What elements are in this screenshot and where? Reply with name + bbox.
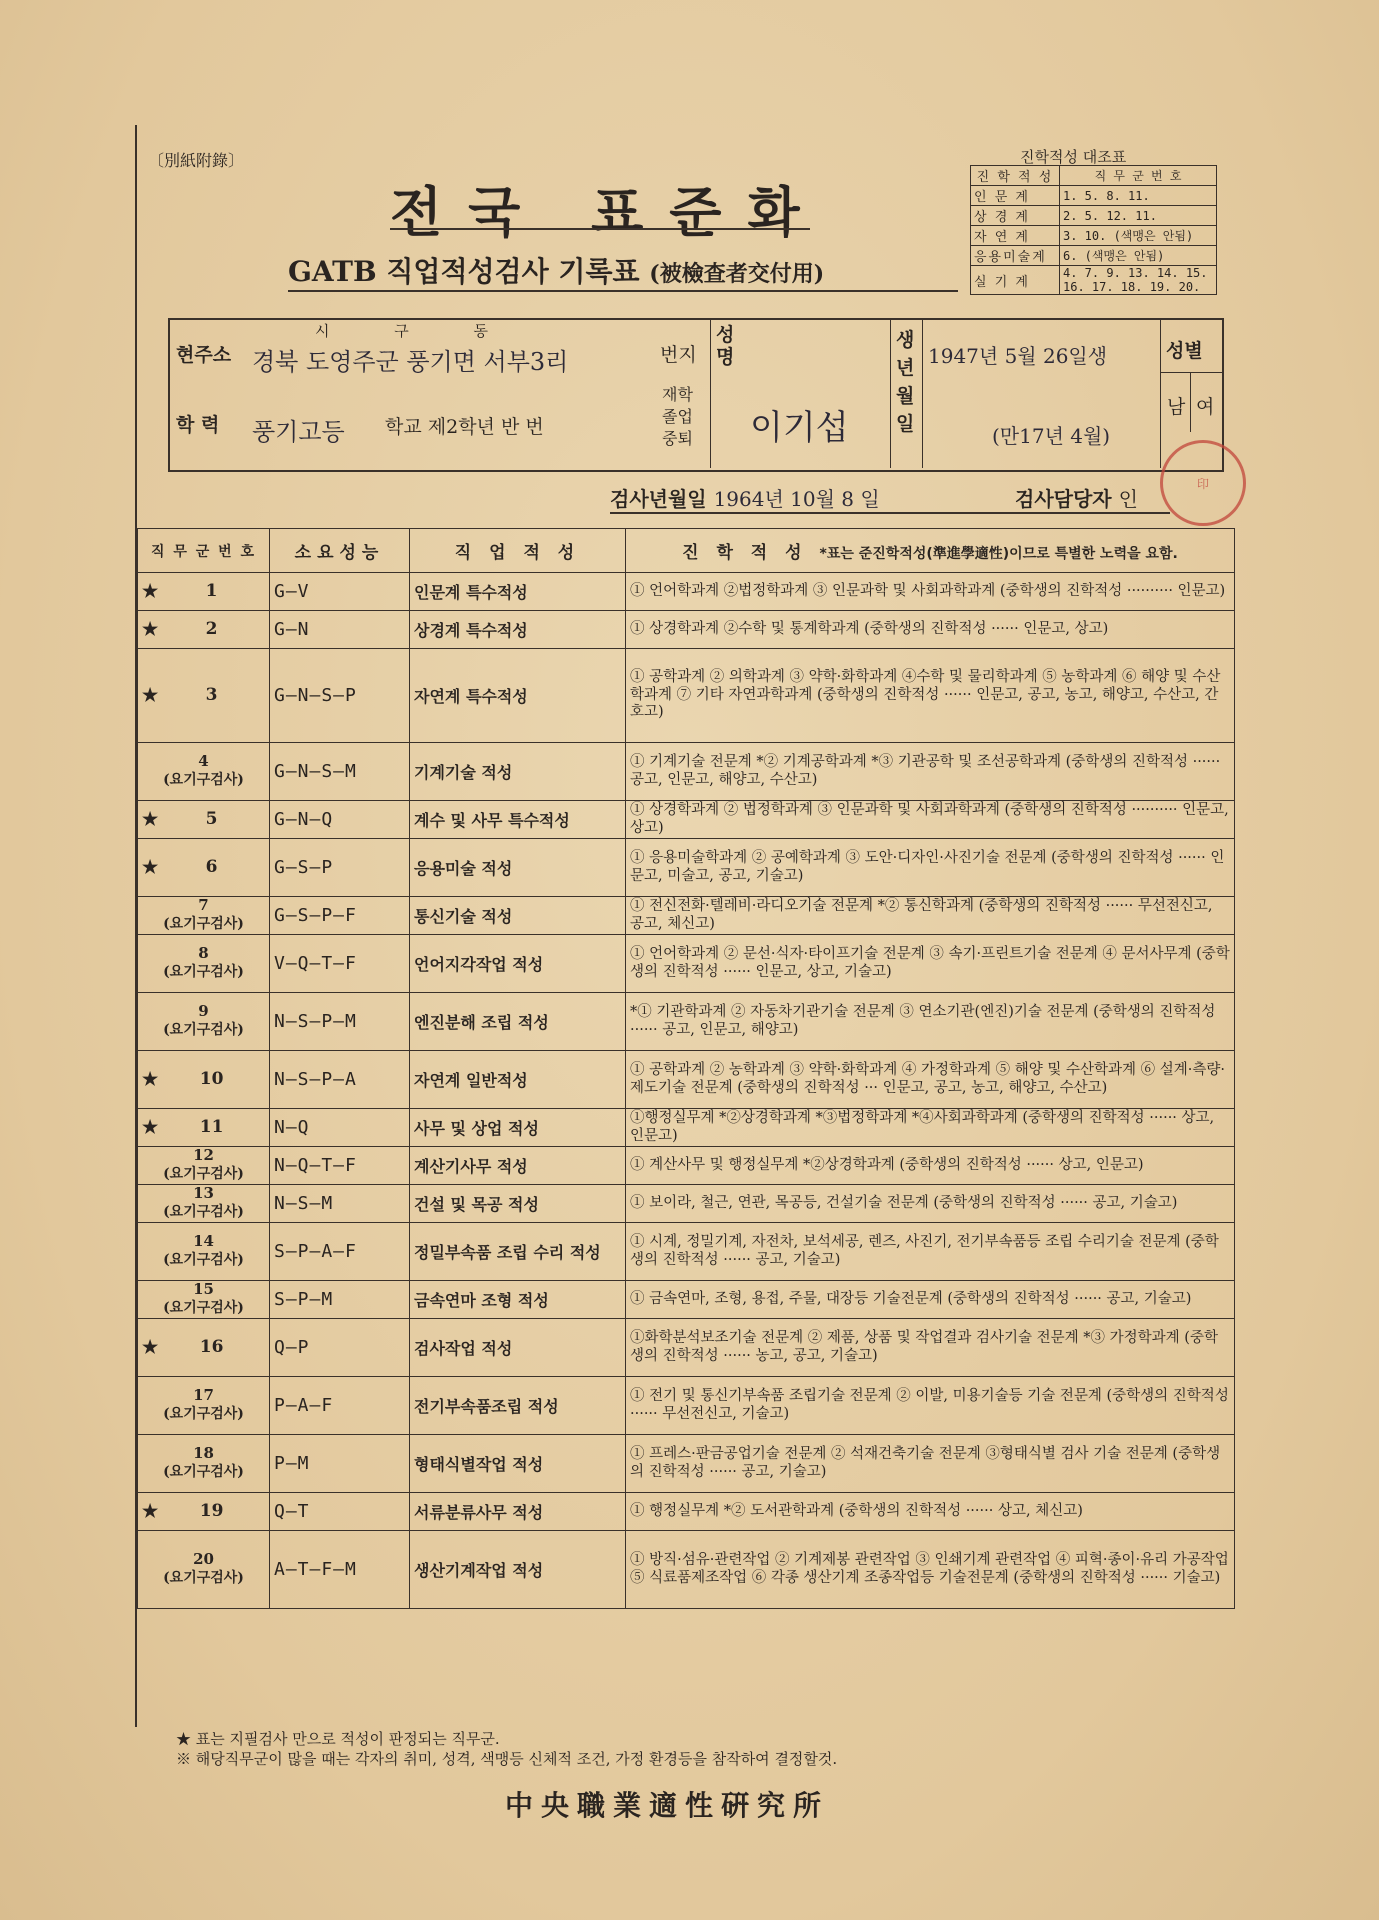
required-abilities: G—S—P—F	[270, 897, 410, 935]
education-aptitude: ① 전기 및 통신기부속품 조립기술 전문계 ② 이발, 미용기술등 기술 전문계 (중학생의 진학적성 ······ 무선전신고, 기술고)	[626, 1377, 1235, 1435]
job-aptitude: 사무 및 상업 적성	[410, 1109, 626, 1147]
required-abilities: G—S—P	[270, 839, 410, 897]
table-row	[138, 649, 1235, 743]
job-group-number	[138, 1051, 270, 1109]
job-number: 3	[205, 685, 218, 705]
job-number: 8	[198, 944, 209, 962]
table-header-row	[138, 529, 1235, 573]
title-underline	[390, 228, 810, 230]
job-aptitude: 서류분류사무 적성	[410, 1493, 626, 1531]
conversion-table	[970, 165, 1217, 295]
star-icon: ★	[142, 619, 159, 640]
requires-equipment-label: (요기구검사)	[163, 1022, 244, 1038]
examiner-label: 검사담당자	[1015, 487, 1112, 511]
job-number: 1	[205, 581, 218, 601]
job-group-number	[138, 743, 270, 801]
required-abilities: G—N—S—P	[270, 649, 410, 743]
status-option: 재학	[662, 385, 693, 404]
subtitle-underline	[288, 290, 958, 292]
required-abilities: G—V	[270, 573, 410, 611]
table-row	[138, 935, 1235, 993]
birth-value: 1947년 5월 26일생	[928, 344, 1108, 368]
conversion-row	[971, 226, 1217, 246]
table-row	[138, 1531, 1235, 1609]
required-abilities: G—N—Q	[270, 801, 410, 839]
job-group-number	[138, 935, 270, 993]
job-group-number	[138, 1493, 270, 1531]
job-number: 18	[193, 1444, 214, 1462]
table-row	[138, 1435, 1235, 1493]
job-number: 17	[193, 1386, 214, 1404]
education-aptitude: ① 방직·섬유·관련작업 ② 기계제봉 관련작업 ③ 인쇄기계 관련작업 ④ 피혁·종이·유리 가공작업 ⑤ 식료품제조작업 ⑥ 각종 생산기계 조종작업등 기술전문계 (중학생의 진학적성 ······ 기술고)	[626, 1531, 1235, 1609]
test-date-value: 1964년 10월 8 일	[713, 487, 880, 511]
sex-option-female: 여	[1196, 396, 1215, 418]
conversion-codes: 2. 5. 12. 11.	[1060, 206, 1217, 226]
conversion-codes: 3. 10. (색맹은 안됨)	[1060, 226, 1217, 246]
divider	[890, 320, 891, 468]
job-group-number	[138, 1377, 270, 1435]
job-aptitude: 엔진분해 조립 적성	[410, 993, 626, 1051]
job-aptitude: 전기부속품조립 적성	[410, 1377, 626, 1435]
required-abilities: G—N—S—M	[270, 743, 410, 801]
lot-label: 번지	[660, 344, 697, 366]
job-aptitude: 상경계 특수적성	[410, 611, 626, 649]
education-aptitude: ① 행정실무계 *② 도서관학과계 (중학생의 진학적성 ······ 상고, 체신고)	[626, 1493, 1235, 1531]
conversion-header-group: 진 학 적 성	[971, 166, 1060, 186]
aptitude-table	[137, 528, 1235, 1609]
sex-option-male: 남	[1167, 396, 1186, 418]
requires-equipment-label: (요기구검사)	[163, 772, 244, 788]
required-abilities: V—Q—T—F	[270, 935, 410, 993]
job-aptitude: 계산기사무 적성	[410, 1147, 626, 1185]
requires-equipment-label: (요기구검사)	[163, 1252, 244, 1268]
conversion-header-row	[971, 166, 1217, 186]
job-aptitude: 검사작업 적성	[410, 1319, 626, 1377]
job-number: 7	[198, 896, 209, 914]
subtitle-note: (被檢查者交付用)	[649, 261, 825, 287]
subtitle-text: GATB 직업적성검사 기록표	[288, 255, 640, 288]
school-value: 풍기고등	[252, 418, 345, 446]
job-group-number	[138, 897, 270, 935]
conversion-codes: 1. 5. 8. 11.	[1060, 186, 1217, 206]
required-abilities: Q—T	[270, 1493, 410, 1531]
job-number: 4	[198, 752, 209, 770]
job-number: 5	[205, 809, 218, 829]
header-job-no: 직 무 군 번 호	[138, 529, 270, 573]
required-abilities: S—P—M	[270, 1281, 410, 1319]
star-icon: ★	[142, 857, 159, 878]
star-icon: ★	[142, 1501, 159, 1522]
header-edu-aptitude-text: 진 학 적 성	[682, 543, 808, 563]
conversion-table-title: 진학적성 대조표	[1020, 148, 1127, 166]
red-seal-stamp: 印	[1160, 440, 1246, 526]
header-edu-aptitude	[626, 529, 1235, 573]
star-icon: ★	[142, 685, 159, 706]
birth-label: 생년월일	[896, 329, 915, 435]
conversion-group: 자 연 계	[971, 226, 1060, 246]
examiner	[1015, 483, 1138, 512]
education-aptitude: ① 언어학과계 ②법정학과계 ③ 인문과학 및 사회과학과계 (중학생의 진학적성 ·········· 인문고)	[626, 573, 1235, 611]
job-group-number	[138, 1435, 270, 1493]
job-group-number	[138, 1223, 270, 1281]
job-number: 19	[199, 1501, 224, 1521]
required-abilities: N—Q	[270, 1109, 410, 1147]
divider	[1160, 320, 1161, 468]
job-group-number	[138, 611, 270, 649]
age-value: (만17년 4월)	[992, 424, 1111, 448]
star-icon: ★	[142, 581, 159, 602]
job-group-number	[138, 1319, 270, 1377]
divider	[922, 320, 923, 468]
education-aptitude: ① 금속연마, 조형, 용접, 주물, 대장등 기술전문계 (중학생의 진학적성 ······ 공고, 기술고)	[626, 1281, 1235, 1319]
job-number: 10	[199, 1069, 224, 1089]
education-aptitude: ① 상경학과계 ② 법정학과계 ③ 인문과학 및 사회과학과계 (중학생의 진학적성 ·········· 인문고, 상고)	[626, 801, 1235, 839]
education-aptitude: ①화학분석보조기술 전문계 ② 제품, 상품 및 작업결과 검사기술 전문계 *③ 가정학과계 (중학생의 진학적성 ······ 농고, 공고, 기술고)	[626, 1319, 1235, 1377]
conversion-codes: 6. (색맹은 안됨)	[1060, 246, 1217, 266]
job-group-number	[138, 1185, 270, 1223]
job-group-number	[138, 649, 270, 743]
table-row	[138, 1223, 1235, 1281]
school-text: 학교 제2학년 반 번	[385, 416, 544, 438]
divider	[710, 320, 711, 468]
form-subtitle	[288, 250, 824, 290]
table-row	[138, 897, 1235, 935]
star-icon: ★	[142, 1117, 159, 1138]
table-row	[138, 839, 1235, 897]
education-aptitude: ① 상경학과계 ②수학 및 통계학과계 (중학생의 진학적성 ······ 인문고, 상고)	[626, 611, 1235, 649]
requires-equipment-label: (요기구검사)	[163, 1570, 244, 1586]
requires-equipment-label: (요기구검사)	[163, 1464, 244, 1480]
conversion-row	[971, 246, 1217, 266]
required-abilities: N—S—P—M	[270, 993, 410, 1051]
job-aptitude: 자연계 특수적성	[410, 649, 626, 743]
required-abilities: G—N	[270, 611, 410, 649]
address-hint: 시 구 동	[315, 322, 519, 340]
examiner-mark: 인	[1118, 487, 1138, 511]
job-number: 15	[193, 1280, 214, 1298]
requires-equipment-label: (요기구검사)	[163, 1406, 244, 1422]
header-edu-note: *표는 준진학적성(準進學適性)이므로 특별한 노력을 요함.	[819, 546, 1178, 562]
address-value: 경북 도영주군 풍기면 서부3리	[252, 348, 569, 376]
sex-label: 성별	[1166, 340, 1203, 362]
education-aptitude: ① 응용미술학과계 ② 공예학과계 ③ 도안·디자인·사진기술 전문계 (중학생의 진학적성 ······ 인문고, 미술고, 공고, 기술고)	[626, 839, 1235, 897]
required-abilities: S—P—A—F	[270, 1223, 410, 1281]
star-icon: ★	[142, 1337, 159, 1358]
conversion-group: 인 문 계	[971, 186, 1060, 206]
divider	[1160, 372, 1222, 373]
table-row	[138, 1493, 1235, 1531]
education-aptitude: ① 시계, 정밀기계, 자전차, 보석세공, 렌즈, 사진기, 전기부속품등 조립 수리기술 전문계 (중학생의 진학적성 ······ 공고, 기술고)	[626, 1223, 1235, 1281]
job-aptitude: 응용미술 적성	[410, 839, 626, 897]
requires-equipment-label: (요기구검사)	[163, 964, 244, 980]
job-aptitude: 형태식별작업 적성	[410, 1435, 626, 1493]
conversion-group: 응용미술계	[971, 246, 1060, 266]
conversion-row	[971, 266, 1217, 295]
job-number: 6	[205, 857, 218, 877]
status-option: 중퇴	[662, 429, 693, 448]
requires-equipment-label: (요기구검사)	[163, 916, 244, 932]
job-group-number	[138, 1531, 270, 1609]
job-number: 9	[198, 1002, 209, 1020]
job-number: 13	[193, 1184, 214, 1202]
job-aptitude: 기계기술 적성	[410, 743, 626, 801]
job-number: 14	[193, 1232, 214, 1250]
education-aptitude: ① 프레스·판금공업기술 전문계 ② 석재건축기술 전문계 ③형태식별 검사 기술 전문계 (중학생의 진학적성 ······ 공고, 기술고)	[626, 1435, 1235, 1493]
name-value: 이기섭	[750, 408, 849, 448]
job-group-number	[138, 993, 270, 1051]
star-icon: ★	[142, 809, 159, 830]
table-row	[138, 1109, 1235, 1147]
address-label: 현주소	[176, 344, 232, 366]
table-row	[138, 1377, 1235, 1435]
requires-equipment-label: (요기구검사)	[163, 1166, 244, 1182]
table-row	[138, 1147, 1235, 1185]
footnote-note: ※ 해당직무군이 많을 때는 각자의 취미, 성격, 색맹등 신체적 조건, 가정 환경등을 참작하여 결정할것.	[176, 1750, 838, 1768]
education-aptitude: ① 언어학과계 ② 문선·식자·타이프기술 전문계 ③ 속기·프린트기술 전문계 ④ 문서사무계 (중학생의 진학적성 ······ 인문고, 상고, 기술고)	[626, 935, 1235, 993]
required-abilities: Q—P	[270, 1319, 410, 1377]
status-option: 졸업	[662, 407, 693, 426]
job-aptitude: 인문계 특수적성	[410, 573, 626, 611]
education-aptitude: *① 기관학과계 ② 자동차기관기술 전문계 ③ 연소기관(엔진)기술 전문계 (중학생의 진학적성 ······ 공고, 인문고, 해양고)	[626, 993, 1235, 1051]
test-date	[610, 483, 880, 512]
education-aptitude: ① 공학과계 ② 의학과계 ③ 약학·화학과계 ④수학 및 물리학과계 ⑤ 농학과계 ⑥ 해양 및 수산학과계 ⑦ 기타 자연과학과계 (중학생의 진학적성 ······ 인문고, 공고, 농고, 해양고, 수산고, 간호고)	[626, 649, 1235, 743]
conversion-group: 상 경 계	[971, 206, 1060, 226]
header-job-aptitude: 직 업 적 성	[410, 529, 626, 573]
required-abilities: N—S—M	[270, 1185, 410, 1223]
table-row	[138, 611, 1235, 649]
required-abilities: N—S—P—A	[270, 1051, 410, 1109]
job-number: 2	[205, 619, 218, 639]
job-group-number	[138, 801, 270, 839]
education-aptitude: ①행정실무계 *②상경학과계 *③법정학과계 *④사회과학과계 (중학생의 진학적성 ······ 상고, 인문고)	[626, 1109, 1235, 1147]
job-group-number	[138, 1109, 270, 1147]
school-status	[662, 384, 693, 450]
education-aptitude: ① 계산사무 및 행정실무계 *②상경학과계 (중학생의 진학적성 ······ 상고, 인문고)	[626, 1147, 1235, 1185]
conversion-row	[971, 206, 1217, 226]
conversion-codes: 4. 7. 9. 13. 14. 15. 16. 17. 18. 19. 20.	[1060, 266, 1217, 295]
required-abilities: P—A—F	[270, 1377, 410, 1435]
footnote-star: ★ 표는 지필검사 만으로 적성이 판정되는 직무군.	[176, 1730, 500, 1748]
conversion-header-codes: 직 무 군 번 호	[1060, 166, 1217, 186]
conversion-group: 실 기 계	[971, 266, 1060, 295]
table-row	[138, 1319, 1235, 1377]
table-row	[138, 801, 1235, 839]
required-abilities: P—M	[270, 1435, 410, 1493]
institute-name: 中央職業適性硏究所	[505, 1789, 830, 1822]
job-aptitude: 정밀부속품 조립 수리 적성	[410, 1223, 626, 1281]
job-group-number	[138, 573, 270, 611]
test-date-label: 검사년월일	[610, 487, 707, 511]
annex-label: 〔別紙附錄〕	[148, 151, 245, 170]
divider	[1190, 372, 1191, 432]
job-aptitude: 통신기술 적성	[410, 897, 626, 935]
conversion-row	[971, 186, 1217, 206]
test-date-underline	[610, 512, 1170, 514]
job-group-number	[138, 1147, 270, 1185]
job-number: 20	[193, 1550, 214, 1568]
personal-info-box	[168, 318, 1224, 472]
job-aptitude: 계수 및 사무 특수적성	[410, 801, 626, 839]
job-aptitude: 자연계 일반적성	[410, 1051, 626, 1109]
form-title: 전국 표준화	[390, 180, 826, 244]
required-abilities: N—Q—T—F	[270, 1147, 410, 1185]
requires-equipment-label: (요기구검사)	[163, 1300, 244, 1316]
requires-equipment-label: (요기구검사)	[163, 1204, 244, 1220]
education-aptitude: ① 기계기술 전문계 *② 기계공학과계 *③ 기관공학 및 조선공학과계 (중학생의 진학적성 ······ 공고, 인문고, 해양고, 수산고)	[626, 743, 1235, 801]
table-row	[138, 1051, 1235, 1109]
name-label: 성명	[716, 324, 735, 368]
job-number: 16	[199, 1337, 224, 1357]
education-aptitude: ① 전신전화·텔레비·라디오기술 전문계 *② 통신학과계 (중학생의 진학적성 ······ 무선전신고, 공고, 체신고)	[626, 897, 1235, 935]
table-row	[138, 1185, 1235, 1223]
header-aptitude: 소요성능	[270, 529, 410, 573]
education-aptitude: ① 공학과계 ② 농학과계 ③ 약학·화학과계 ④ 가정학과계 ⑤ 해양 및 수산학과계 ⑥ 설계·측량·제도기술 전문계 (중학생의 진학적성 ··· 인문고, 공고, 농고, 해양고, 수산고)	[626, 1051, 1235, 1109]
job-aptitude: 생산기계작업 적성	[410, 1531, 626, 1609]
school-label: 학 력	[176, 414, 220, 436]
table-row	[138, 743, 1235, 801]
job-group-number	[138, 839, 270, 897]
star-icon: ★	[142, 1069, 159, 1090]
job-aptitude: 언어지각작업 적성	[410, 935, 626, 993]
table-row	[138, 573, 1235, 611]
table-row	[138, 1281, 1235, 1319]
job-number: 12	[193, 1146, 214, 1164]
education-aptitude: ① 보이라, 철근, 연관, 목공등, 건설기술 전문계 (중학생의 진학적성 ······ 공고, 기술고)	[626, 1185, 1235, 1223]
job-aptitude: 금속연마 조형 적성	[410, 1281, 626, 1319]
job-aptitude: 건설 및 목공 적성	[410, 1185, 626, 1223]
required-abilities: A—T—F—M	[270, 1531, 410, 1609]
table-row	[138, 993, 1235, 1051]
job-group-number	[138, 1281, 270, 1319]
job-number: 11	[199, 1117, 224, 1137]
